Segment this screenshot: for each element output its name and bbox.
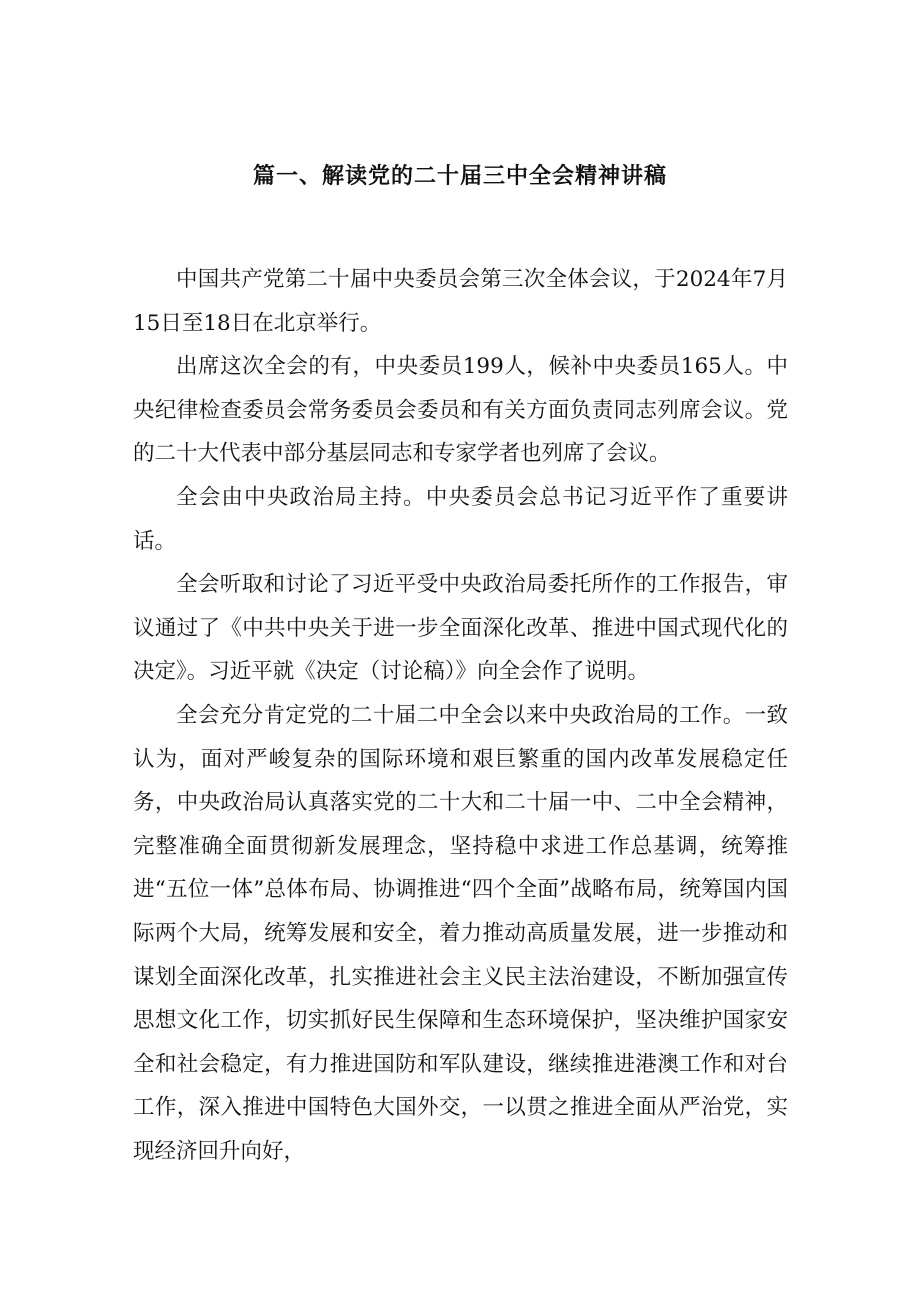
paragraph: 中国共产党第二十届中央委员会第三次全体会议，于2024年7月15日至18日在北京举行。 — [133, 267, 788, 336]
paragraph: 全会听取和讨论了习近平受中央政治局委托所作的工作报告，审议通过了《中共中央关于进一步全面深化改革、推进中国式现代化的决定》。习近平就《决定（讨论稿）》向全会作了说明。 — [133, 572, 788, 685]
document-title: 篇一、解读党的二十届三中全会精神讲稿 — [252, 164, 667, 189]
paragraph: 全会由中央政治局主持。中央委员会总书记习近平作了重要讲话。 — [133, 484, 788, 554]
paragraph: 出席这次全会的有，中央委员199人，候补中央委员165人。中央纪律检查委员会常务委员会委员和有关方面负责同志列席会议。党的二十大代表中部分基层同志和专家学者也列席了会议。 — [133, 354, 788, 467]
paragraph: 全会充分肯定党的二十届二中全会以来中央政治局的工作。一致认为，面对严峻复杂的国际环境和艰巨繁重的国内改革发展稳定任务，中央政治局认真落实党的二十大和二十届一中、二中全会精神，完整准确全面贯彻新发展理念，坚持稳中求进工作总基调，统筹推进“五位一体”总体布局、协调推进“四个全面”战略布局，统筹国内国际两个大局，统筹发展和安全，着力推动高质量发展，进一步推动和谋划全面深化改革，扎实推进社会主义民主法治建设，不断加强宣传思想文化工作，切实抓好民生保障和生态环境保护，坚决维护国家安全和社会稳定，有力推进国防和军队建设，继续推进港澳工作和对台工作，深入推进中国特色大国外交，一以贯之推进全面从严治党，实现经济回升向好， — [133, 702, 788, 1164]
document-body — [133, 258, 788, 1173]
